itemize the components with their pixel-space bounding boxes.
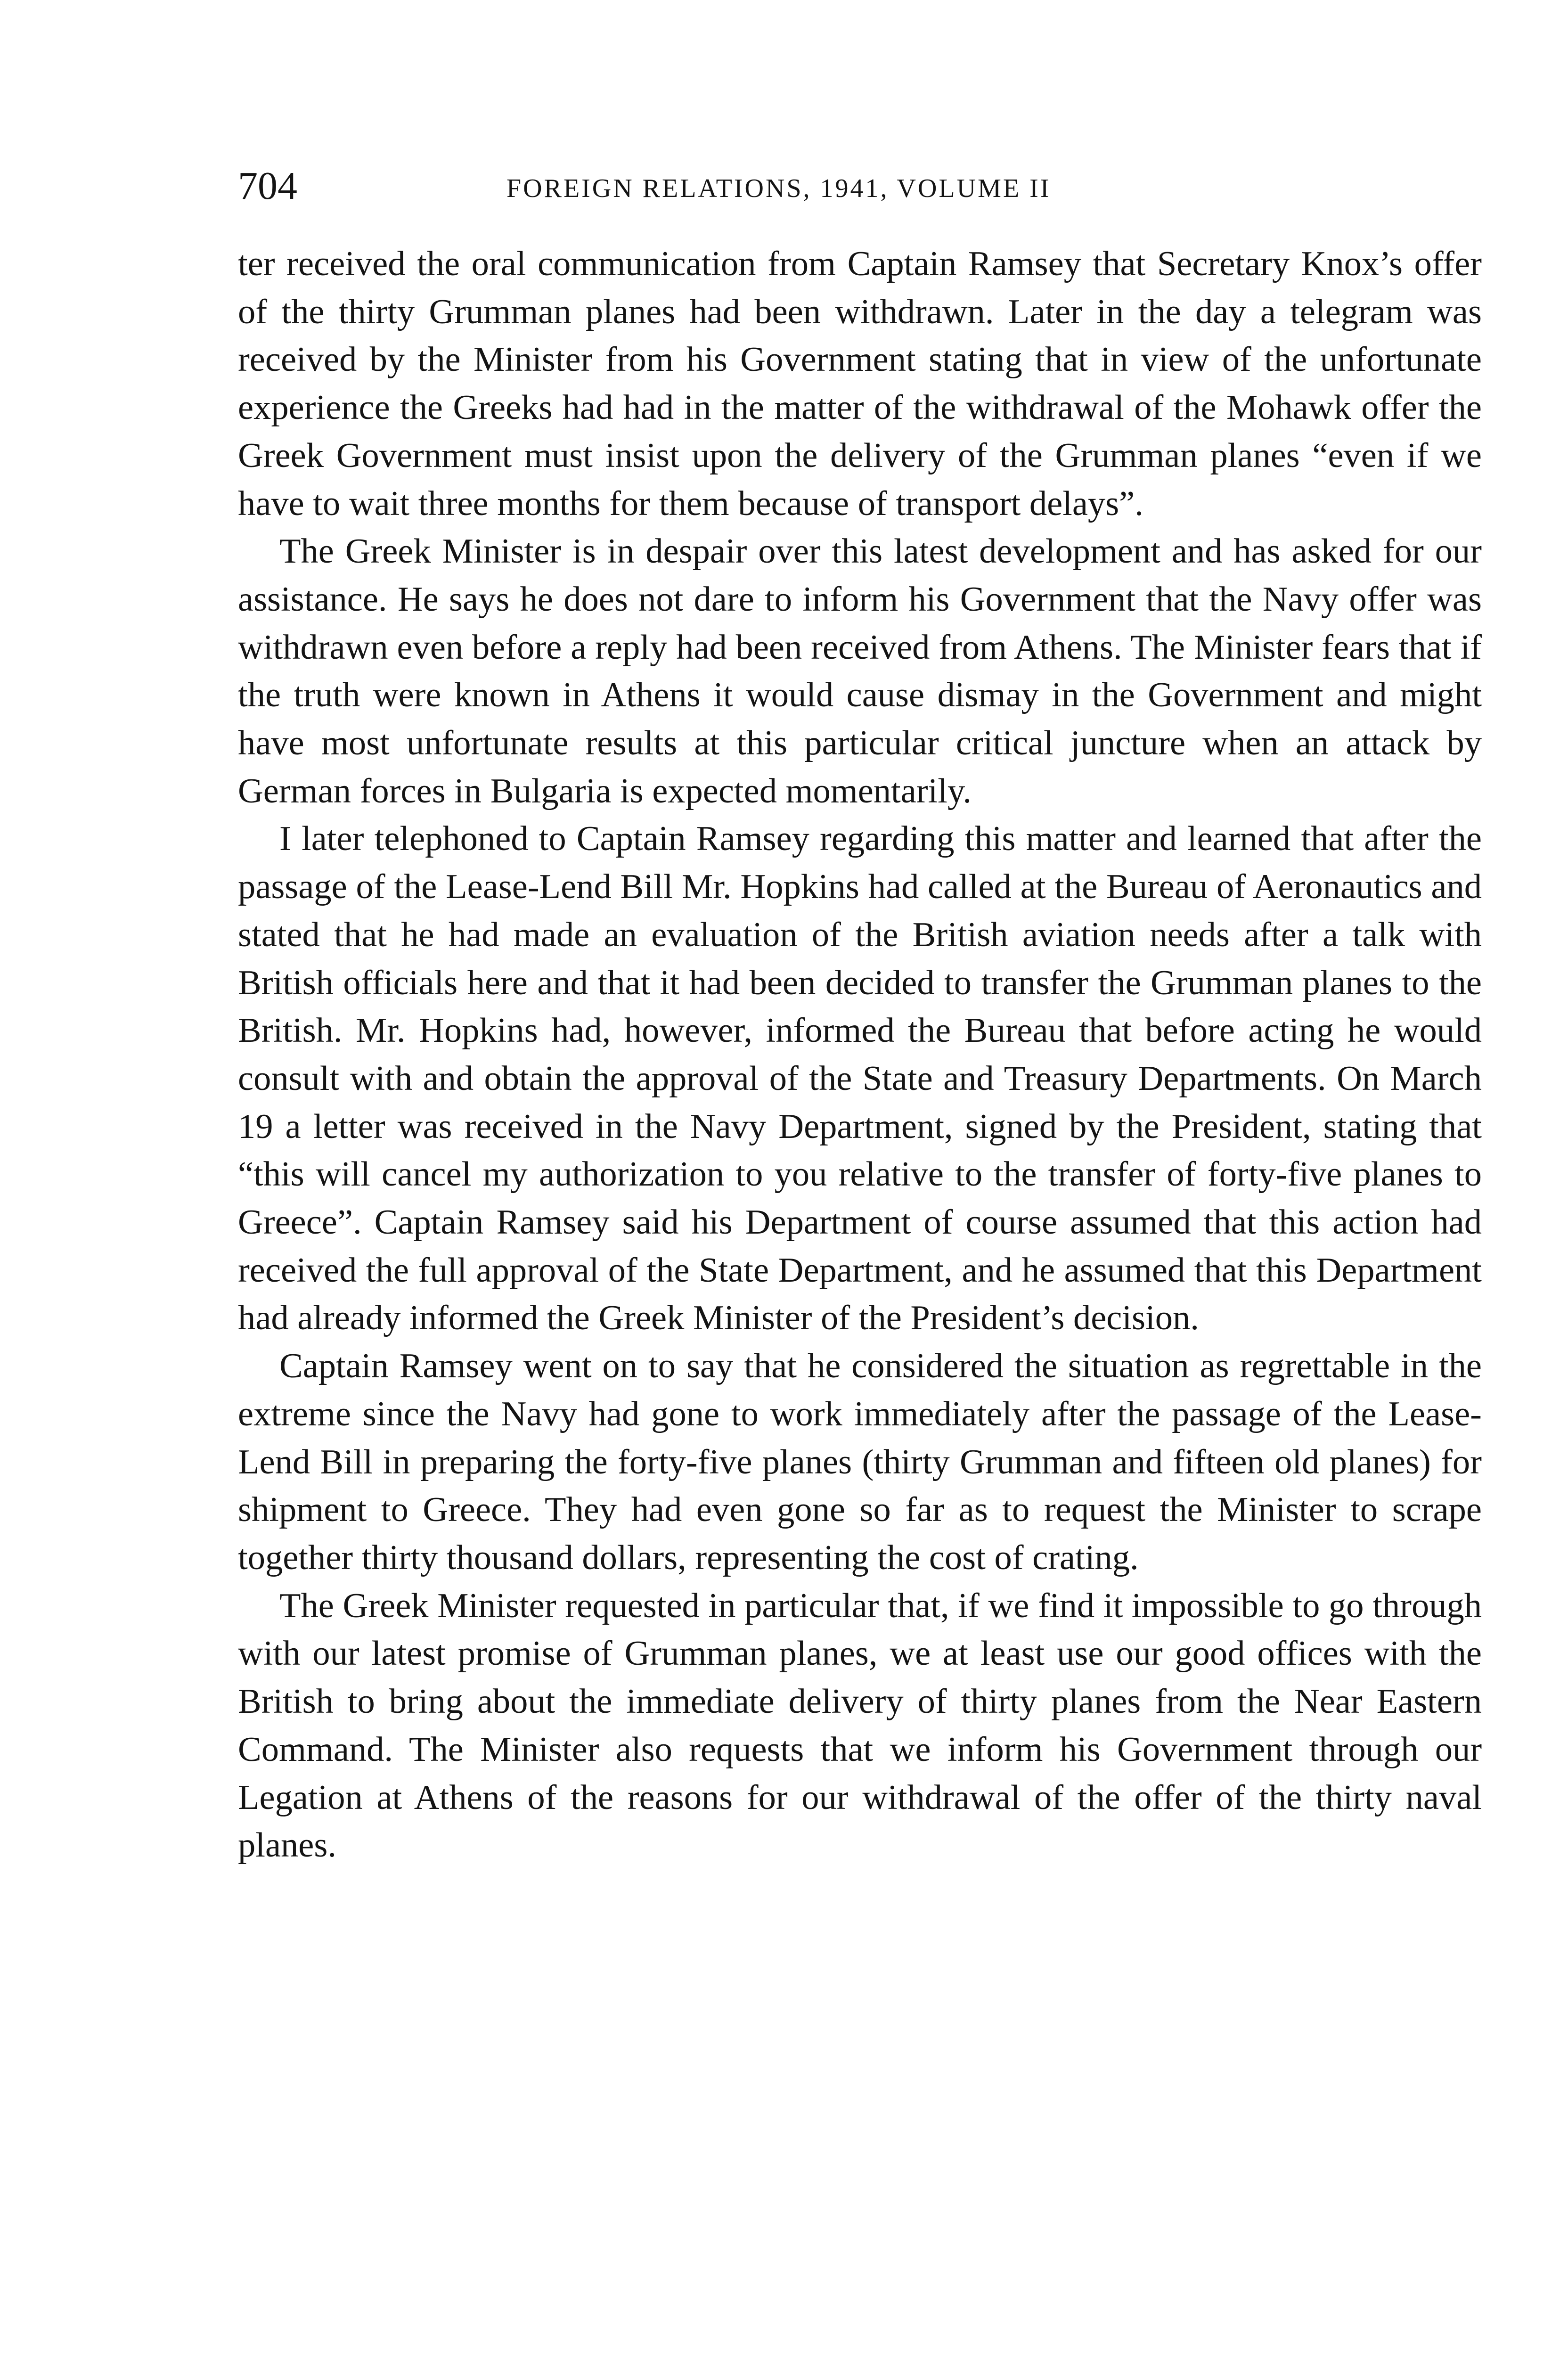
running-title: FOREIGN RELATIONS, 1941, VOLUME II	[506, 174, 1051, 203]
paragraph-1: ter received the oral communication from Captain Ramsey that Secretary Knox’s offer of the thirty Grumman planes had been withdrawn. Later in the day a telegram was received by the Minister from his Government stating that in view of the unfortunate experience the Greeks had had in the matter of the withdrawal of the Mohawk offer the Greek Government must insist upon the delivery of the Grumman planes “even if we have to wait three months for them because of transport delays”.	[238, 245, 1482, 523]
paragraph-5: The Greek Minister requested in particular that, if we find it impossible to go through with our latest promise of Grumman planes, we at least use our good offices with the British to bring about the immediate delivery of thirty planes from the Near Eastern Command. The Minister also requests that we inform his Government through our Legation at Athens of the reasons for our withdrawal of the offer of the thirty naval planes.	[238, 1586, 1482, 1865]
body-text	[238, 240, 1482, 1870]
paragraph-4: Captain Ramsey went on to say that he considered the situation as regrettable in the extreme since the Navy had gone to work immediately after the passage of the Lease-Lend Bill in preparing the forty-five planes (thirty Grumman and fifteen old planes) for shipment to Greece. They had even gone so far as to request the Minister to scrape together thirty thousand dollars, representing the cost of crating.	[238, 1347, 1482, 1577]
paragraph-2: The Greek Minister is in despair over this latest development and has asked for our assistance. He says he does not dare to inform his Government that the Navy offer was withdrawn even before a reply had been received from Athens. The Minister fears that if the truth were known in Athens it would cause dismay in the Government and might have most unfortunate results at this particular critical juncture when an attack by German forces in Bulgaria is expected momentarily.	[238, 532, 1482, 810]
running-head	[238, 160, 1482, 212]
page-number: 704	[238, 164, 297, 208]
paragraph-3: I later telephoned to Captain Ramsey regarding this matter and learned that after the passage of the Lease-Lend Bill Mr. Hopkins had called at the Bureau of Aeronautics and stated that he had made an evaluation of the British aviation needs after a talk with British officials here and that it had been decided to transfer the Grumman planes to the British. Mr. Hopkins had, however, informed the Bureau that before acting he would consult with and obtain the approval of the State and Treasury Departments. On March 19 a letter was received in the Navy Department, signed by the President, stating that “this will cancel my authorization to you relative to the transfer of forty-five planes to Greece”. Captain Ramsey said his Department of course assumed that this action had received the full approval of the State Department, and he assumed that this Department had already informed the Greek Minister of the President’s decision.	[238, 819, 1482, 1338]
